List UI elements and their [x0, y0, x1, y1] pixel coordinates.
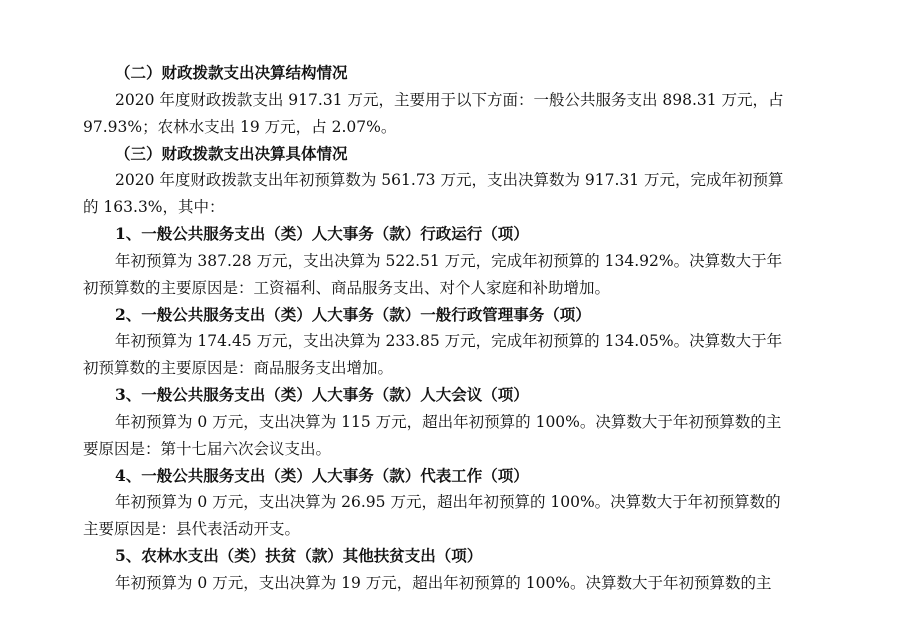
paragraph-line: 初预算数的主要原因是：工资福利、商品服务支出、对个人家庭和补助增加。	[83, 279, 611, 297]
item-heading-5: 5、农林水支出（类）扶贫（款）其他扶贫支出（项）	[115, 546, 483, 565]
paragraph-line: 2020 年度财政拨款支出年初预算数为 561.73 万元，支出决算数为 917.31 万元，完成年初预算	[115, 171, 784, 189]
paragraph-line: 年初预算为 174.45 万元，支出决算为 233.85 万元，完成年初预算的 134.05%。决算数大于年	[115, 332, 783, 350]
paragraph-line: 年初预算为 387.28 万元，支出决算为 522.51 万元，完成年初预算的 134.92%。决算数大于年	[115, 252, 783, 270]
item-heading-4: 4、一般公共服务支出（类）人大事务（款）代表工作（项）	[115, 466, 529, 485]
paragraph-line: 年初预算为 0 万元，支出决算为 115 万元，超出年初预算的 100%。决算数大于年初预算数的主	[115, 413, 782, 431]
paragraph-line: 主要原因是：县代表活动开支。	[83, 520, 301, 538]
item-heading-2: 2、一般公共服务支出（类）人大事务（款）一般行政管理事务（项）	[115, 305, 591, 324]
section-heading-structure: （二）财政拨款支出决算结构情况	[115, 63, 348, 82]
paragraph-line: 年初预算为 0 万元，支出决算为 26.95 万元，超出年初预算的 100%。决算数大于年初预算数的	[115, 493, 781, 511]
paragraph-line: 年初预算为 0 万元，支出决算为 19 万元，超出年初预算的 100%。决算数大于年初预算数的主	[115, 574, 772, 592]
paragraph-line: 的 163.3%，其中：	[83, 198, 225, 216]
section-heading-details: （三）财政拨款支出决算具体情况	[115, 144, 348, 163]
item-heading-3: 3、一般公共服务支出（类）人大事务（款）人大会议（项）	[115, 385, 529, 404]
item-heading-1: 1、一般公共服务支出（类）人大事务（款）行政运行（项）	[115, 224, 529, 243]
paragraph-line: 要原因是：第十七届六次会议支出。	[83, 440, 332, 458]
paragraph-line: 2020 年度财政拨款支出 917.31 万元，主要用于以下方面：一般公共服务支出 898.31 万元，占	[115, 91, 784, 109]
paragraph-line: 初预算数的主要原因是：商品服务支出增加。	[83, 359, 394, 377]
paragraph-line: 97.93%；农林水支出 19 万元，占 2.07%。	[83, 118, 397, 136]
